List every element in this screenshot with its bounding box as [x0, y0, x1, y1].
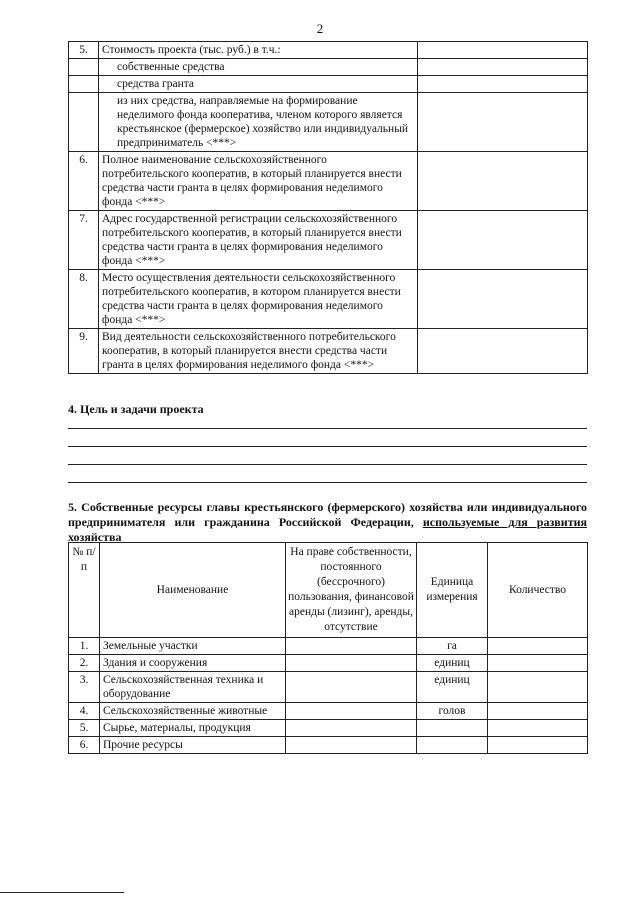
table-row — [69, 638, 588, 655]
unit-cell: единиц — [417, 655, 488, 672]
table-row — [69, 655, 588, 672]
row-number: 7. — [69, 211, 99, 270]
table-row — [69, 76, 588, 93]
row-text: из них средства, направляемые на формирование неделимого фонда кооператива, членом которого является крестьянское (фермерское) хозяйство или индивидуальный предприниматель <***> — [99, 93, 418, 152]
row-number — [69, 76, 99, 93]
row-text: Место осуществления деятельности сельскохозяйственного потребительского кооператив, в котором планируется внести средства части гранта в целях формирования неделимого фонда <***> — [99, 270, 418, 329]
header-num: № п/п — [69, 543, 100, 638]
table-row — [69, 720, 588, 737]
ownership-cell[interactable] — [286, 720, 417, 737]
quantity-cell[interactable] — [488, 672, 588, 703]
table-row — [69, 329, 588, 374]
row-number: 6. — [69, 152, 99, 211]
unit-cell: га — [417, 638, 488, 655]
table-row — [69, 42, 588, 59]
value-cell[interactable] — [418, 270, 588, 329]
resource-name: Сельскохозяйственная техника и оборудование — [100, 672, 286, 703]
value-cell[interactable] — [418, 152, 588, 211]
ownership-cell[interactable] — [286, 672, 417, 703]
row-text: Адрес государственной регистрации сельскохозяйственного потребительского кооператив, в который планируется внести средства части гранта в целях формирования неделимого фонда <***> — [99, 211, 418, 270]
resource-name: Сельскохозяйственные животные — [100, 703, 286, 720]
ownership-cell[interactable] — [286, 655, 417, 672]
row-number: 6. — [69, 737, 100, 754]
footnote-separator — [0, 892, 124, 893]
unit-cell: голов — [417, 703, 488, 720]
section-4-title: 4. Цель и задачи проекта — [68, 402, 204, 416]
unit-cell — [417, 720, 488, 737]
row-number: 4. — [69, 703, 100, 720]
table-row — [69, 211, 588, 270]
header-unit: Единица измерения — [417, 543, 488, 638]
unit-cell — [417, 737, 488, 754]
table-row — [69, 703, 588, 720]
value-cell[interactable] — [418, 59, 588, 76]
row-number: 3. — [69, 672, 100, 703]
table-row — [69, 152, 588, 211]
row-text: Вид деятельности сельскохозяйственного потребительского кооператив, в который планируется внести средства части гранта в целях формирования неделимого фонда <***> — [99, 329, 418, 374]
quantity-cell[interactable] — [488, 720, 588, 737]
header-quantity: Количество — [488, 543, 588, 638]
table-row — [69, 270, 588, 329]
table-header-row — [69, 543, 588, 638]
section-5-title-line2: используемые для развития хозяйства — [68, 515, 587, 544]
resource-name: Прочие ресурсы — [100, 737, 286, 754]
quantity-cell[interactable] — [488, 703, 588, 720]
ownership-cell[interactable] — [286, 737, 417, 754]
value-cell[interactable] — [418, 211, 588, 270]
section-5-title-line1: 5. Собственные ресурсы главы крестьянского (фермерского) хозяйства или индивидуального предпринимателя или гражданина Российской Федерации, — [68, 500, 587, 529]
resource-name: Сырье, материалы, продукция — [100, 720, 286, 737]
header-ownership: На праве собственности, постоянного (бессрочного) пользования, финансовой аренды (лизинг), аренды, отсутствие — [286, 543, 417, 638]
row-number: 8. — [69, 270, 99, 329]
row-number: 5. — [69, 720, 100, 737]
resource-name: Земельные участки — [100, 638, 286, 655]
blank-line[interactable] — [68, 464, 587, 465]
resources-table — [68, 542, 588, 754]
row-number: 2. — [69, 655, 100, 672]
row-text: Стоимость проекта (тыс. руб.) в т.ч.: — [99, 42, 418, 59]
project-cost-table — [68, 41, 588, 374]
table-row — [69, 737, 588, 754]
quantity-cell[interactable] — [488, 737, 588, 754]
table-row — [69, 93, 588, 152]
quantity-cell[interactable] — [488, 655, 588, 672]
value-cell[interactable] — [418, 42, 588, 59]
table-row — [69, 59, 588, 76]
quantity-cell[interactable] — [488, 638, 588, 655]
blank-line[interactable] — [68, 482, 587, 483]
ownership-cell[interactable] — [286, 638, 417, 655]
table-row — [69, 672, 588, 703]
row-number: 9. — [69, 329, 99, 374]
row-text: Полное наименование сельскохозяйственного потребительского кооператив, в который планируется внести средства части гранта в целях формирования неделимого фонда <***> — [99, 152, 418, 211]
resource-name: Здания и сооружения — [100, 655, 286, 672]
value-cell[interactable] — [418, 329, 588, 374]
value-cell[interactable] — [418, 76, 588, 93]
row-number — [69, 93, 99, 152]
ownership-cell[interactable] — [286, 703, 417, 720]
row-number: 5. — [69, 42, 99, 59]
row-number — [69, 59, 99, 76]
row-text: средства гранта — [99, 76, 418, 93]
row-text: собственные средства — [99, 59, 418, 76]
page-number: 2 — [316, 21, 324, 36]
blank-line[interactable] — [68, 428, 587, 429]
row-number: 1. — [69, 638, 100, 655]
blank-line[interactable] — [68, 446, 587, 447]
section-5-title — [68, 500, 587, 545]
unit-cell: единиц — [417, 672, 488, 703]
header-name: Наименование — [100, 543, 286, 638]
value-cell[interactable] — [418, 93, 588, 152]
